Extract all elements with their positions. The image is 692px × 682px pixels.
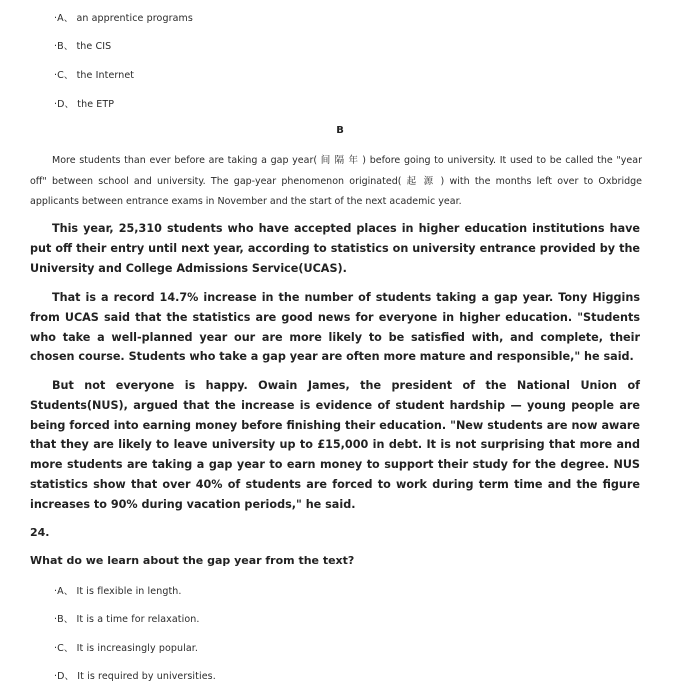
option-letter: A、: [57, 13, 74, 24]
question-text: What do we learn about the gap year from the text?: [30, 554, 355, 567]
section-label: B: [336, 125, 344, 136]
answer-option-d[interactable]: ·D、 It is required by universities.: [54, 671, 216, 682]
option-letter: C、: [57, 643, 74, 654]
option-letter: B、: [57, 41, 74, 52]
option-text: It is a time for relaxation.: [76, 614, 200, 625]
option-text: the ETP: [77, 99, 115, 110]
option-text: the Internet: [76, 70, 135, 81]
passage-paragraph-3: [30, 376, 640, 515]
option-d[interactable]: ·D、 the ETP: [54, 99, 115, 110]
paragraph-text: But not everyone is happy. Owain James, the president of the National Union of Students(NUS), argued that the increase is evidence of student hardship — young people are being forced into earning money before finishing their education. "New students are now aware that they are likely to leave university up to £15,000 in debt. It is not surprising that more and more students are taking a gap year to earn money to support their study for the degree. NUS statistics show that over 40% of students are forced to work during term time and the figure increases to 90% during vacation periods," he said.: [30, 379, 640, 511]
answer-option-c[interactable]: ·C、 It is increasingly popular.: [54, 643, 199, 654]
option-text: the CIS: [76, 41, 112, 52]
option-letter: C、: [57, 70, 74, 81]
option-text: It is increasingly popular.: [76, 643, 199, 654]
passage-paragraph-2: [30, 288, 640, 367]
option-text: It is flexible in length.: [76, 586, 182, 597]
passage-intro: [30, 151, 642, 213]
answer-option-a[interactable]: ·A、 It is flexible in length.: [54, 586, 182, 597]
answer-option-b[interactable]: ·B、 It is a time for relaxation.: [54, 614, 200, 625]
paragraph-text: That is a record 14.7% increase in the number of students taking a gap year. Tony Higgins from UCAS said that the statistics are good news for everyone in higher education. "Students who take a well-planned year our are more likely to be satisfied with, and complete, their chosen course. Students who take a gap year are often more mature and responsible," he said.: [30, 291, 640, 364]
option-letter: A、: [57, 586, 74, 597]
passage-intro-text: More students than ever before are taking a gap year( 间 隔 年 ) before going to university. It used to be called the "year off" between school and university. The gap-year phenomenon originated( 起 源 ) with the months left over to Oxbridge applicants between entrance exams in November and the start of the next academic year.: [30, 155, 642, 207]
option-letter: B、: [57, 614, 74, 625]
option-text: It is required by universities.: [77, 671, 216, 682]
option-c[interactable]: ·C、 the Internet: [54, 70, 135, 81]
question-number: 24.: [30, 526, 50, 539]
option-a[interactable]: ·A、 an apprentice programs: [54, 13, 193, 24]
paragraph-text: This year, 25,310 students who have accepted places in higher education institutions have put off their entry until next year, according to statistics on university entrance provided by the University and College Admissions Service(UCAS).: [30, 222, 640, 275]
option-letter: D、: [57, 99, 75, 110]
passage-paragraph-1: [30, 219, 640, 278]
option-text: an apprentice programs: [76, 13, 193, 24]
option-b[interactable]: ·B、 the CIS: [54, 41, 112, 52]
option-letter: D、: [57, 671, 75, 682]
